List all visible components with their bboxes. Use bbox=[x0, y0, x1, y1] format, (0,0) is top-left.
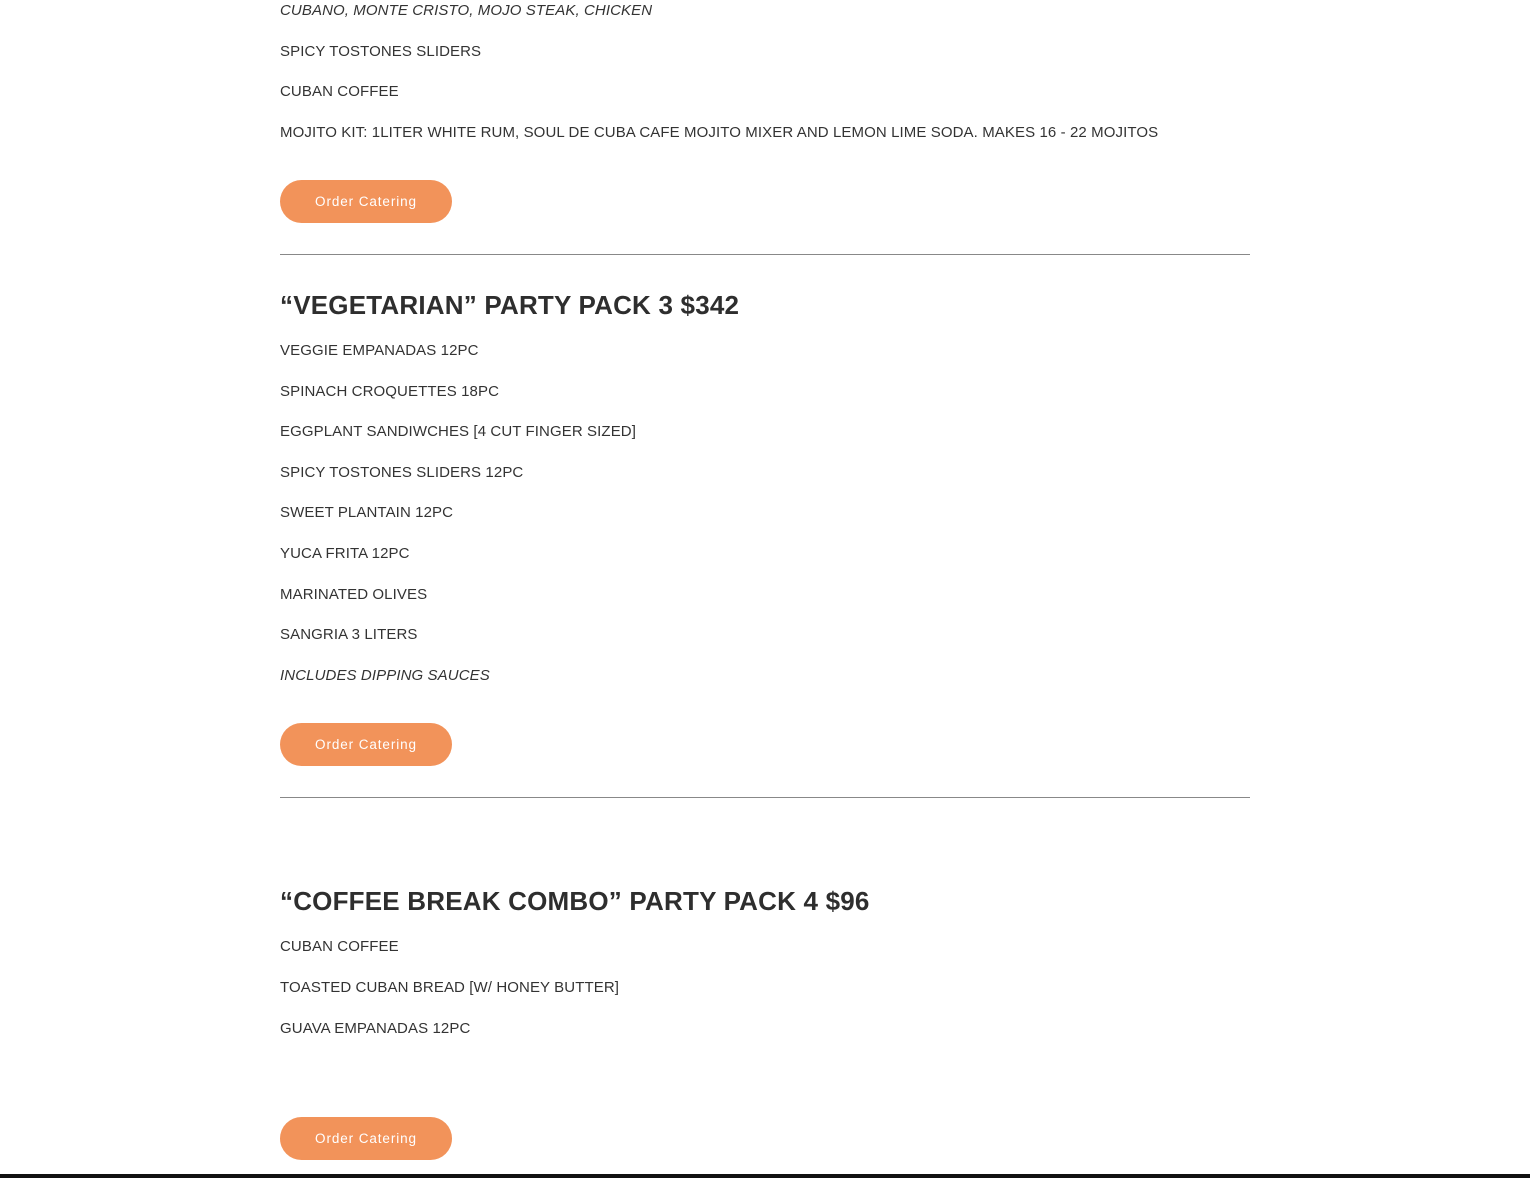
menu-item: TOASTED CUBAN BREAD [W/ HONEY BUTTER] bbox=[280, 979, 620, 996]
party-pack-title: “VEGETARIAN” PARTY PACK 3 $342 bbox=[280, 290, 740, 320]
order-catering-button[interactable]: Order Catering bbox=[280, 180, 452, 223]
menu-item: YUCA FRITA 12PC bbox=[280, 545, 410, 562]
menu-item: EGGPLANT SANDIWCHES [4 CUT FINGER SIZED] bbox=[280, 423, 637, 440]
menu-note: INCLUDES DIPPING SAUCES bbox=[280, 667, 490, 684]
menu-item: SPINACH CROQUETTES 18PC bbox=[280, 383, 500, 400]
menu-item: MOJITO KIT: 1LITER WHITE RUM, SOUL DE CUBA CAFE MOJITO MIXER AND LEMON LIME SODA. MAKES 16 - 22 MOJITOS bbox=[280, 124, 1159, 141]
menu-item: CUBAN COFFEE bbox=[280, 938, 399, 955]
menu-item: CUBAN COFFEE bbox=[280, 83, 399, 100]
menu-item: SPICY TOSTONES SLIDERS 12PC bbox=[280, 464, 524, 481]
menu-item: SPICY TOSTONES SLIDERS bbox=[280, 43, 482, 60]
order-catering-button[interactable]: Order Catering bbox=[280, 1117, 452, 1160]
order-catering-button[interactable]: Order Catering bbox=[280, 723, 452, 766]
party-pack-title: “COFFEE BREAK COMBO” PARTY PACK 4 $96 bbox=[280, 886, 870, 916]
menu-item: MARINATED OLIVES bbox=[280, 586, 428, 603]
bottom-edge-bar bbox=[0, 1174, 1530, 1178]
menu-item: SANGRIA 3 LITERS bbox=[280, 626, 418, 643]
menu-item: SWEET PLANTAIN 12PC bbox=[280, 504, 454, 521]
section-divider bbox=[280, 254, 1250, 255]
menu-item-subtitle: CUBANO, MONTE CRISTO, MOJO STEAK, CHICKEN bbox=[280, 2, 653, 19]
section-divider bbox=[280, 797, 1250, 798]
menu-item: GUAVA EMPANADAS 12PC bbox=[280, 1020, 471, 1037]
menu-item: VEGGIE EMPANADAS 12PC bbox=[280, 342, 479, 359]
